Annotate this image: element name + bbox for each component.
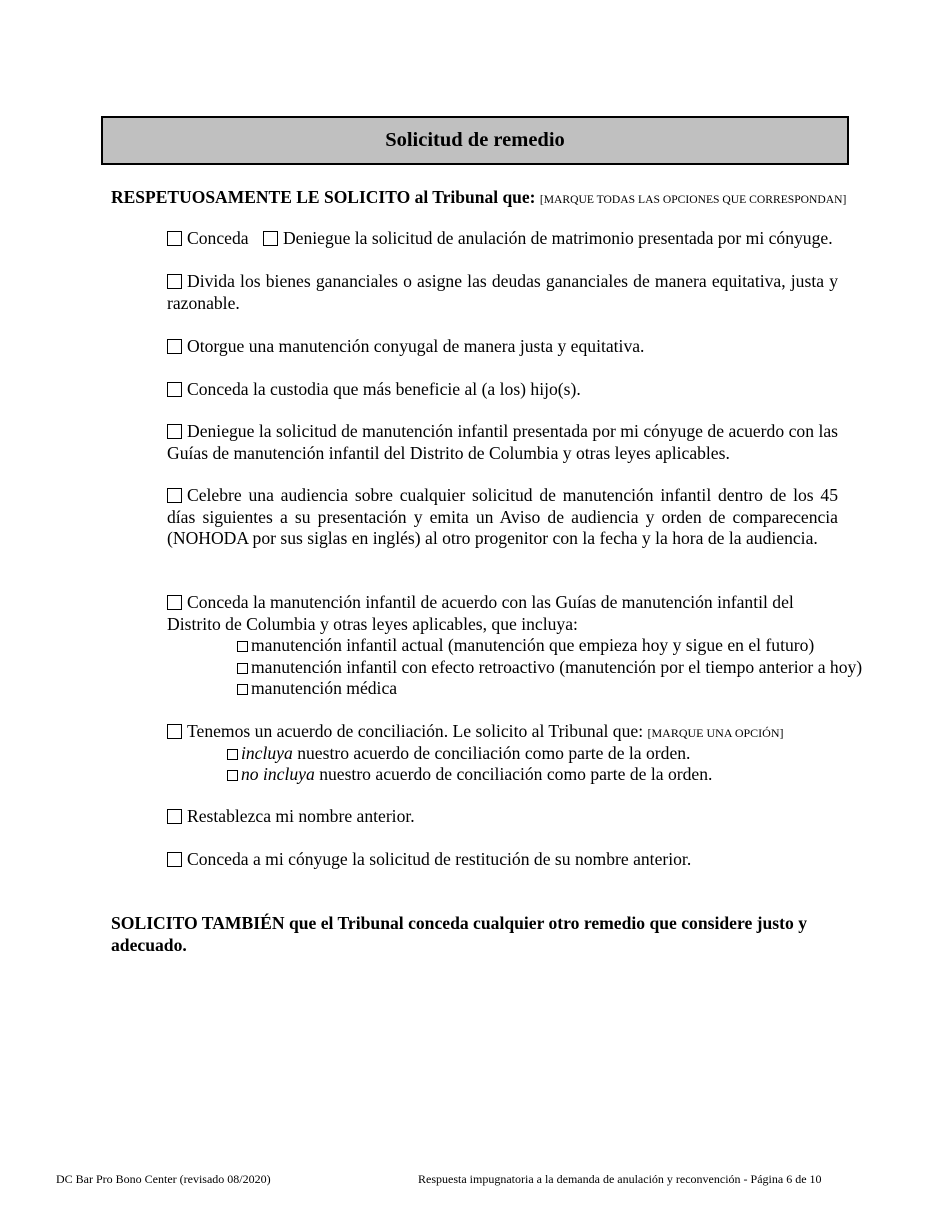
child-support-option-current	[237, 635, 814, 657]
settlement-note: [MARQUE UNA OPCIÓN]	[647, 726, 784, 740]
hearing-item	[167, 485, 838, 550]
child-support-option-retroactive	[237, 657, 862, 679]
deny-child-support-item	[167, 421, 838, 464]
deny-child-support-checkbox[interactable]	[167, 424, 182, 439]
custody-item	[167, 379, 838, 401]
footer-page-info: Respuesta impugnatoria a la demanda de anulación y reconvención - Página 6 de 10	[418, 1172, 822, 1186]
spousal-support-checkbox[interactable]	[167, 339, 182, 354]
divide-property-text: Divida los bienes gananciales o asigne las deudas gananciales de manera equitativa, justa y razonable.	[167, 271, 838, 313]
intro-note: [MARQUE TODAS LAS OPCIONES QUE CORRESPONDAN]	[539, 193, 847, 206]
intro-line	[111, 185, 931, 212]
settlement-include-emphasis: incluya	[241, 743, 293, 763]
settlement-exclude-text: nuestro acuerdo de conciliación como parte de la orden.	[319, 764, 713, 784]
child-support-checkbox[interactable]	[167, 595, 182, 610]
settlement-include-checkbox[interactable]	[227, 749, 238, 760]
deny-child-support-text: Deniegue la solicitud de manutención infantil presentada por mi cónyuge de acuerdo con las Guías de manutención infantil del Distrito de Columbia y otras leyes aplicables.	[167, 421, 838, 463]
spouse-name-text: Conceda a mi cónyuge la solicitud de restitución de su nombre anterior.	[187, 849, 692, 869]
grant-deny-annulment-item	[167, 228, 907, 250]
custody-checkbox[interactable]	[167, 382, 182, 397]
grant-label: Conceda	[187, 228, 249, 248]
settlement-checkbox[interactable]	[167, 724, 182, 739]
divide-property-checkbox[interactable]	[167, 274, 182, 289]
restore-name-text: Restablezca mi nombre anterior.	[187, 806, 415, 826]
restore-name-checkbox[interactable]	[167, 809, 182, 824]
retroactive-support-label: manutención infantil con efecto retroactivo (manutención por el tiempo anterior a hoy)	[251, 657, 863, 677]
child-support-item	[167, 592, 838, 635]
deny-annulment-checkbox[interactable]	[263, 231, 278, 246]
current-support-label: manutención infantil actual (manutención que empieza hoy y sigue en el futuro)	[251, 635, 815, 655]
spouse-name-checkbox[interactable]	[167, 852, 182, 867]
current-support-checkbox[interactable]	[237, 641, 248, 652]
spousal-support-item	[167, 336, 838, 358]
settlement-item	[167, 721, 907, 745]
medical-support-checkbox[interactable]	[237, 684, 248, 695]
grant-annulment-checkbox[interactable]	[167, 231, 182, 246]
retroactive-support-checkbox[interactable]	[237, 663, 248, 674]
settlement-text: Tenemos un acuerdo de conciliación. Le solicito al Tribunal que:	[187, 721, 644, 741]
restore-name-item	[167, 806, 838, 828]
footer-source: DC Bar Pro Bono Center (revisado 08/2020)	[56, 1172, 271, 1186]
divide-property-item	[167, 271, 838, 314]
medical-support-label: manutención médica	[251, 678, 398, 698]
custody-text: Conceda la custodia que más beneficie al (a los) hijo(s).	[187, 379, 581, 399]
spouse-name-item	[167, 849, 838, 871]
spousal-support-text: Otorgue una manutención conyugal de manera justa y equitativa.	[187, 336, 645, 356]
section-title-box	[101, 116, 849, 165]
child-support-text: Conceda la manutención infantil de acuerdo con las Guías de manutención infantil del Distrito de Columbia y otras leyes aplicables, que incluya:	[167, 592, 794, 634]
hearing-checkbox[interactable]	[167, 488, 182, 503]
settlement-include-text: nuestro acuerdo de conciliación como parte de la orden.	[297, 743, 691, 763]
intro-lead: RESPETUOSAMENTE LE SOLICITO al Tribunal que:	[111, 187, 536, 207]
child-support-option-medical	[237, 678, 397, 700]
settlement-exclude-emphasis: no incluya	[241, 764, 315, 784]
closing-request: SOLICITO TAMBIÉN que el Tribunal conceda cualquier otro remedio que considere justo y adecuado.	[111, 913, 807, 955]
deny-label: Deniegue la solicitud de anulación de matrimonio presentada por mi cónyuge.	[282, 228, 833, 248]
section-title: Solicitud de remedio	[385, 129, 565, 151]
hearing-text: Celebre una audiencia sobre cualquier solicitud de manutención infantil dentro de los 45 días siguientes a su presentación y emita un Aviso de audiencia y orden de comparecencia (NOHODA por sus siglas en inglés) al otro progenitor con la fecha y la hora de la audiencia.	[167, 485, 838, 548]
settlement-exclude-option	[227, 764, 712, 786]
settlement-include-option	[227, 743, 690, 765]
settlement-exclude-checkbox[interactable]	[227, 770, 238, 781]
